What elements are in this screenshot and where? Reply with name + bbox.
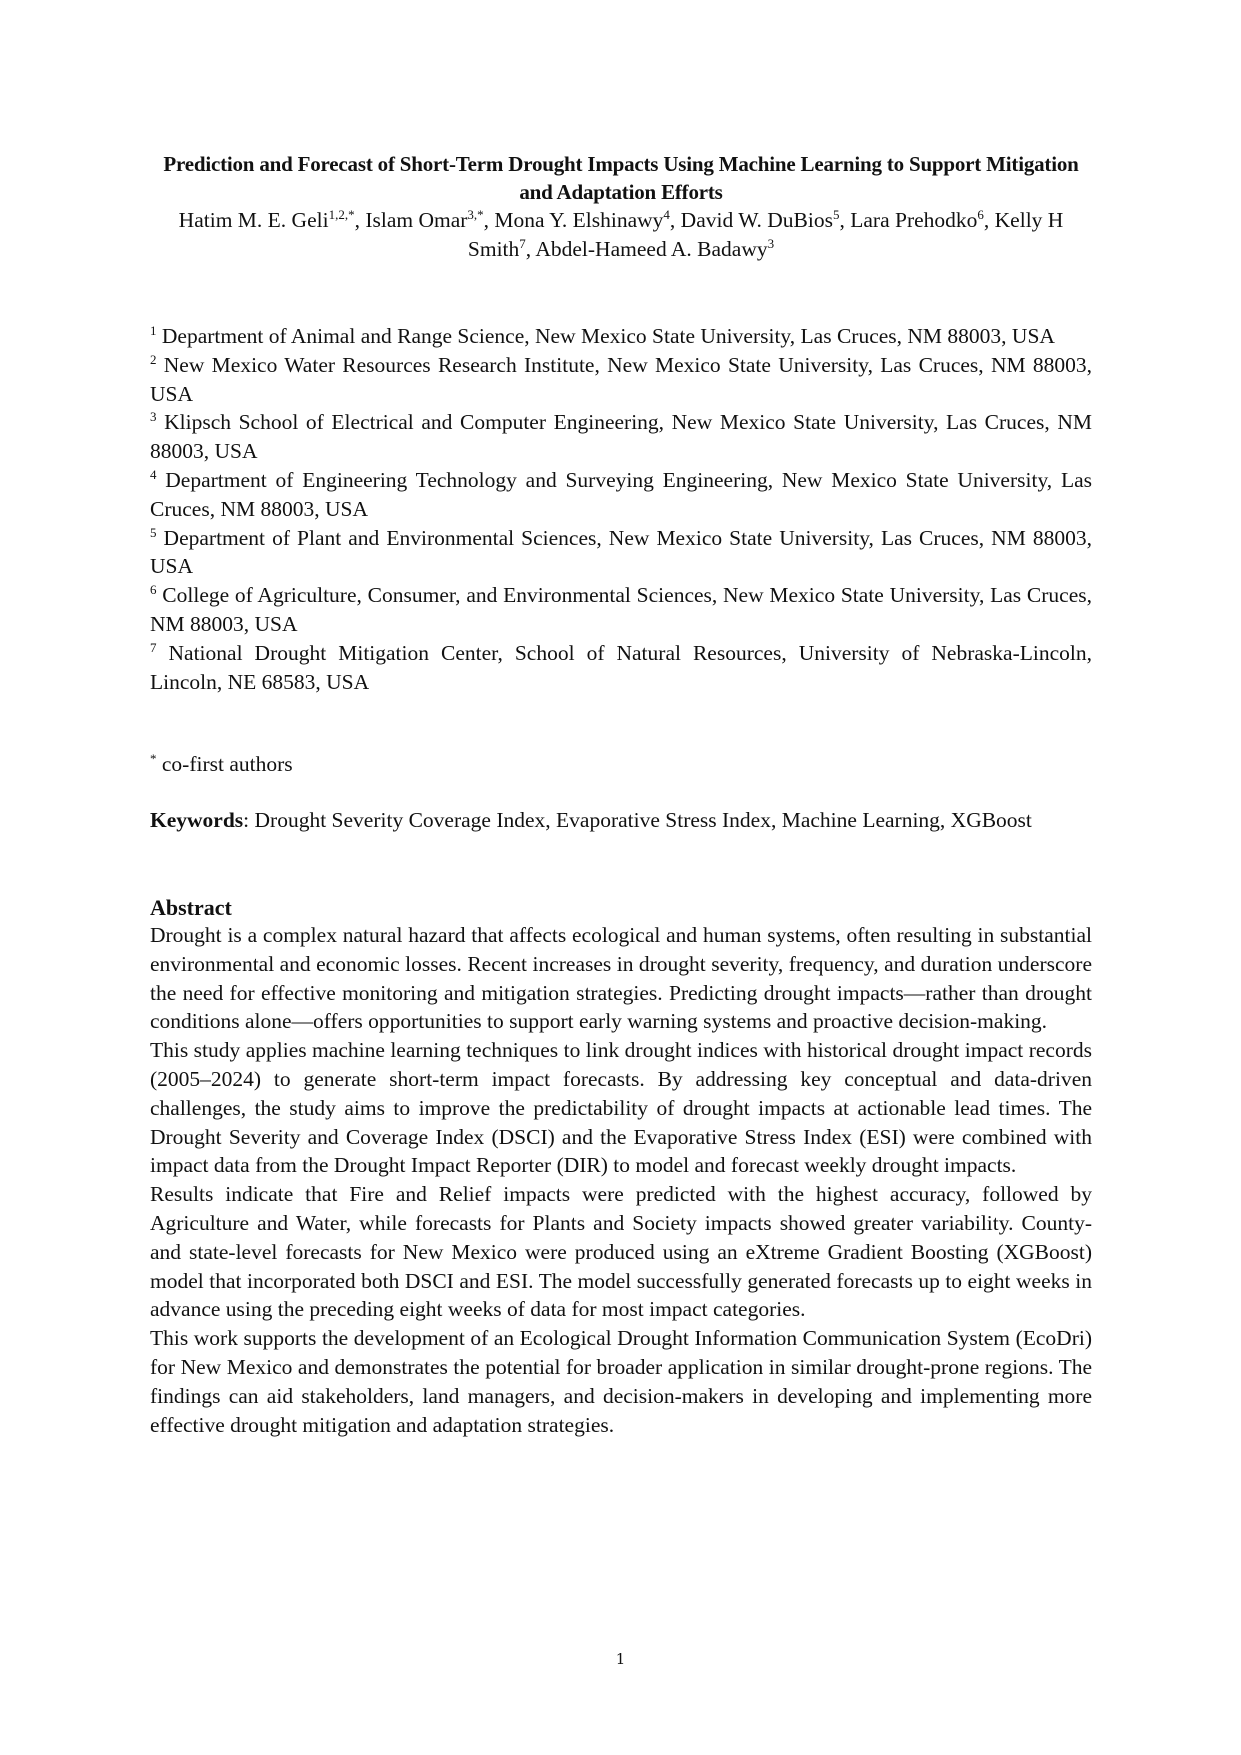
author: Kelly H Smith$^7$	[467, 208, 1064, 261]
abstract-paragraph: Drought is a complex natural hazard that affects ecological and human systems, often resulting in substantial environmental and economic losses. Recent increases in drought severity, frequency, and duration underscore the need for effective monitoring and mitigation strategies. Predicting drought impacts—rather than drought conditions alone—offers opportunities to support early warning systems and proactive decision-making.	[150, 923, 1092, 1034]
co-first-author-note: * co-first authors	[150, 750, 293, 776]
abstract-paragraph: This work supports the development of an Ecological Drought Information Communication System (EcoDri) for New Mexico and demonstrates the potential for broader application in similar drought-prone regions. The findings can aid stakeholders, land managers, and decision-makers in developing and implementing more effective drought mitigation and adaptation strategies.	[150, 1326, 1092, 1437]
author: Islam Omar$^{3,*}$	[365, 206, 484, 232]
affiliation: $^1$ Department of Animal and Range Science, New Mexico State University, Las Cruces, NM 88003, USA	[150, 322, 1055, 348]
author: David W. DuBios$^5$	[680, 206, 840, 232]
abstract-body	[150, 921, 1092, 1439]
affiliation: $^4$ Department of Engineering Technology and Surveying Engineering, New Mexico State University, Las Cruces, NM 88003, USA	[150, 466, 1092, 521]
keywords-text: : Drought Severity Coverage Index, Evaporative Stress Index, Machine Learning, XGBoost	[243, 808, 1032, 832]
author: Abdel-Hameed A. Badawy$^3$	[535, 235, 775, 261]
affiliation: $^2$ New Mexico Water Resources Research Institute, New Mexico State University, Las Cruces, NM 88003, USA	[150, 351, 1092, 406]
page-number: 1	[615, 1650, 626, 1668]
affiliation: $^3$ Klipsch School of Electrical and Computer Engineering, New Mexico State University, Las Cruces, NM 88003, USA	[150, 409, 1092, 464]
affiliation-list	[150, 322, 1092, 696]
keywords-label: Keywords	[150, 808, 244, 832]
keywords	[150, 806, 1092, 835]
affiliation: $^6$ College of Agriculture, Consumer, and Environmental Sciences, New Mexico State University, Las Cruces, NM 88003, USA	[150, 582, 1093, 636]
author: Mona Y. Elshinawy$^4$	[494, 206, 670, 232]
affiliation: $^7$ National Drought Mitigation Center, School of Natural Resources, University of Nebraska-Lincoln, Lincoln, NE 68583, USA	[150, 639, 1092, 694]
abstract-paragraph: Results indicate that Fire and Relief impacts were predicted with the highest accuracy, followed by Agriculture and Water, while forecasts for Plants and Society impacts showed greater variability. County- and state-level forecasts for New Mexico were produced using an eXtreme Gradient Boosting (XGBoost) model that incorporated both DSCI and ESI. The model successfully generated forecasts up to eight weeks in advance using the preceding eight weeks of data for most impact categories.	[150, 1182, 1092, 1322]
paper-title: Prediction and Forecast of Short-Term Drought Impacts Using Machine Learning to Support Mitigation and Adaptation Efforts	[163, 152, 1079, 204]
affiliation: $^5$ Department of Plant and Environmental Sciences, New Mexico State University, Las Cruces, NM 88003, USA	[150, 524, 1092, 579]
author: Hatim M. E. Geli$^{1,2,*}$	[178, 206, 355, 232]
abstract-paragraph: This study applies machine learning techniques to link drought indices with historical drought impact records (2005–2024) to generate short-term impact forecasts. By addressing key conceptual and data-driven challenges, the study aims to improve the predictability of drought impacts at actionable lead times. The Drought Severity and Coverage Index (DSCI) and the Evaporative Stress Index (ESI) were combined with impact data from the Drought Impact Reporter (DIR) to model and forecast weekly drought impacts.	[150, 1038, 1092, 1178]
author: Lara Prehodko$^6$	[850, 206, 984, 232]
abstract-heading: Abstract	[150, 895, 232, 920]
author-list: Hatim M. E. Geli$^{1,2,*}$, Islam Omar$^{3,*}$, Mona Y. Elshinawy$^4$, David W. DuBios$^5$, Lara Prehodko$^6$, Kelly H Smith$^7$, Abdel-Hameed A. Badawy$^3$	[178, 206, 1064, 261]
